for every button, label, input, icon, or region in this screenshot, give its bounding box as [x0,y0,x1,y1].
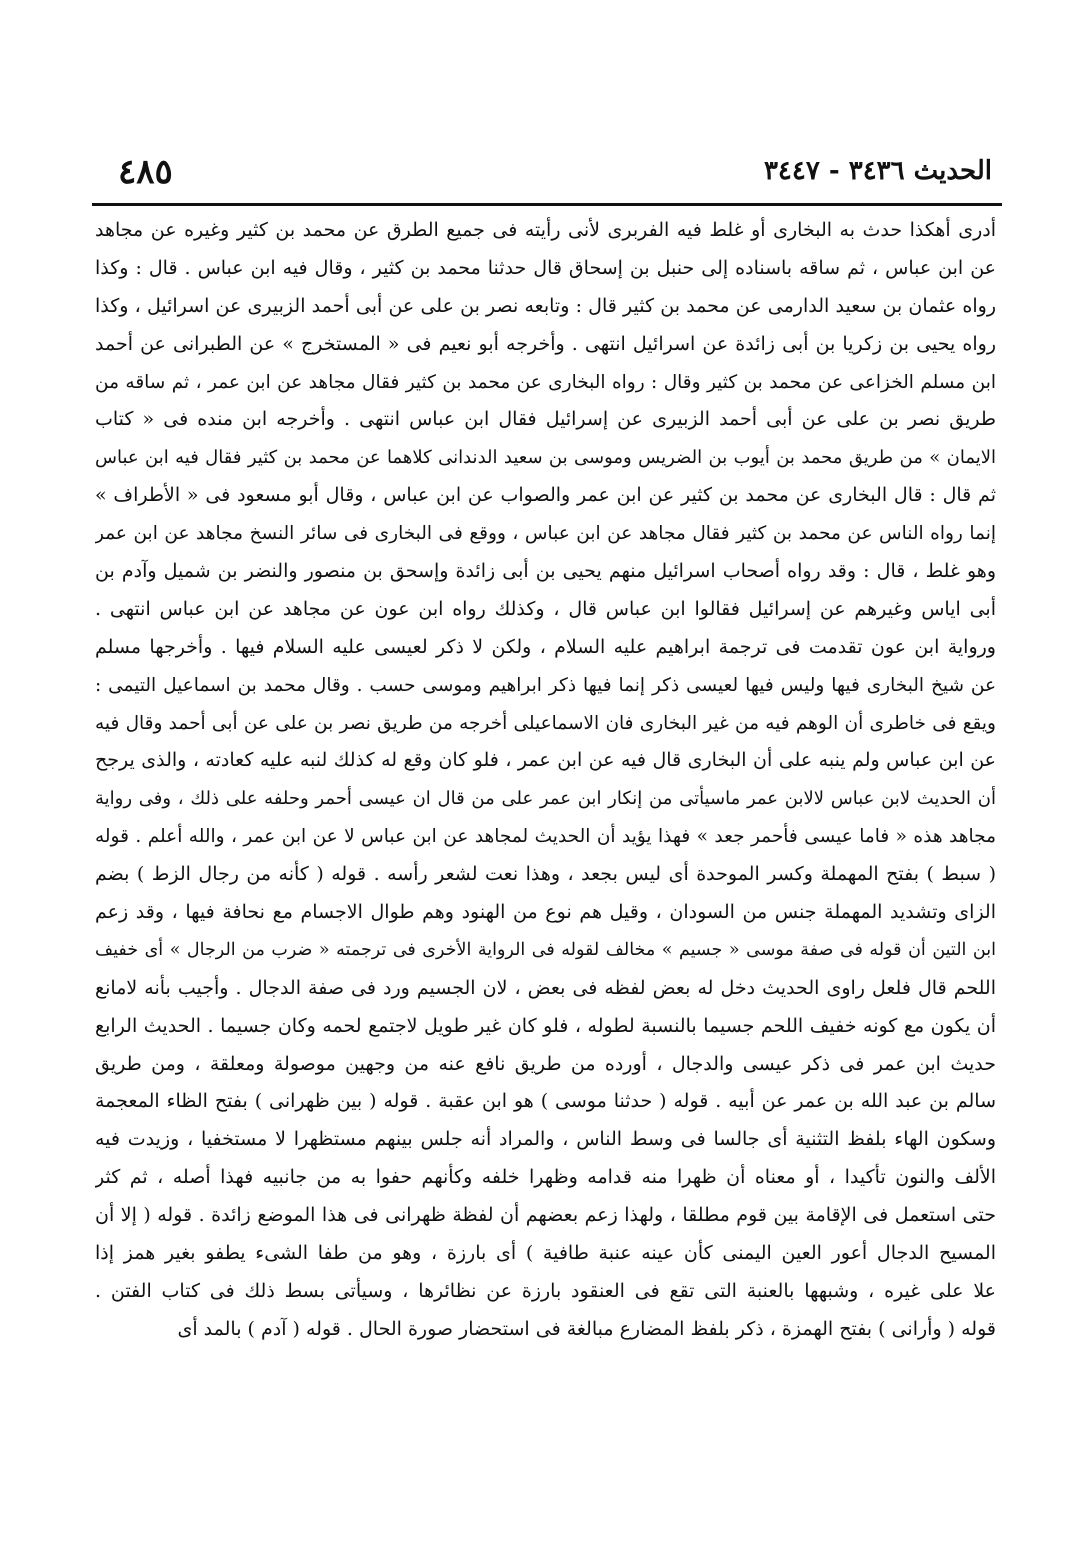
running-head [100,152,992,200]
text-line: عن شيخ البخارى فيها وليس فيها لعيسى ذكر إنما فيها ذكر ابراهيم وموسى حسب . وقال محمد بن اسماعيل التيمى : [95,674,996,696]
text-line: أدرى أهكذا حدث به البخارى أو غلط فيه الفربرى لأنى رأيته فى جميع الطرق عن محمد بن كثير وغيره عن مجاهد [95,219,996,241]
text-line: الزاى وتشديد المهملة جنس من السودان ، وقيل هم نوع من الهنود وهم طوال الاجسام مع نحافة فيها ، وقد زعم [95,901,996,924]
text-line: وهو غلط ، قال : وقد رواه أصحاب اسرائيل منهم يحيى بن أبى زائدة وإسحق بن منصور والنضر بن شميل وآدم بن [95,560,996,583]
text-line: ابن التين أن قوله فى صفة موسى « جسيم » مخالف لقوله فى الرواية الأخرى فى ترجمته « ضرب من الرجال » أى خفيف [95,939,996,960]
text-line: ( سبط ) بفتح المهملة وكسر الموحدة أى ليس بجعد ، وهذا نعت لشعر رأسه . قوله ( كأنه من رجال الزط ) بضم [95,863,996,886]
text-line: رواه يحيى بن زكريا بن أبى زائدة عن اسرائيل انتهى . وأخرجه أبو نعيم فى « المستخرج » عن الطبرانى عن أحمد [95,332,996,355]
text-line: إنما رواه الناس عن محمد بن كثير فقال مجاهد عن ابن عباس ، ووقع فى البخارى فى سائر النسخ مجاهد عن ابن عمر [95,523,996,545]
text-line: وسكون الهاء بلفظ التثنية أى جالسا فى وسط الناس ، والمراد أنه جلس بينهم مستظهرا لا مستخفيا ، وزيدت فيه [95,1128,996,1151]
text-line: طريق نصر بن على عن أبى أحمد الزبيرى عن إسرائيل فقال ابن عباس انتهى . وأخرجه ابن منده فى « كتاب [95,408,996,431]
text-line: قوله ( وأرانى ) بفتح الهمزة ، ذكر بلفظ المضارع مبالغة فى استحضار صورة الحال . قوله ( آدم ) بالمد أى [177,1317,996,1340]
text-line: المسيح الدجال أعور العين اليمنى كأن عينه عنبة طافية ) أى بارزة ، وهو من طفا الشىء يطفو بغير همز إذا [95,1242,996,1265]
text-line: ابن مسلم الخزاعى عن محمد بن كثير وقال : رواه البخارى عن محمد بن كثير فقال مجاهد عن ابن عمر ، ثم ساقه من [95,371,996,393]
text-line: أن الحديث لابن عباس لالابن عمر ماسيأتى من إنكار ابن عمر على من قال ان عيسى أحمر وحلفه على ذلك ، وفى رواية [95,788,996,810]
hadith-range-title: الحديث ٣٤٣٦ - ٣٤٤٧ [763,156,992,186]
text-line: مجاهد هذه « فاما عيسى فأحمر جعد » فهذا يؤيد أن الحديث لمجاهد عن ابن عباس لا عن ابن عمر ، والله أعلم . قوله [95,826,996,848]
text-line: أبى اياس وغيرهم عن إسرائيل فقالوا ابن عباس قال ، وكذلك رواه ابن عون عن مجاهد عن ابن عباس انتهى . [95,597,996,620]
text-line: ثم قال : قال البخارى عن محمد بن كثير عن ابن عمر والصواب عن ابن عباس ، وقال أبو مسعود فى « الأطراف » [95,484,996,507]
text-line: الألف والنون تأكيدا ، أو معناه أن ظهرا منه قدامه وظهرا خلفه وكأنهم حفوا به من جانبيه فهذا أصله ، ثم كثر [95,1166,996,1189]
text-line: عن ابن عباس ولم ينبه على أن البخارى قال فيه عن ابن عمر ، فلو كان وقع له كذلك لنبه عليه كعادته ، والذى يرجح [95,749,996,772]
text-line: عن ابن عباس ، ثم ساقه باسناده إلى حنبل بن إسحاق قال حدثنا محمد بن كثير ، وقال فيه ابن عباس . قال : وكذا [95,256,996,279]
text-line: علا على غيره ، وشبهها بالعنبة التى تقع فى العنقود بارزة عن نظائرها ، وسيأتى بسط ذلك فى كتاب الفتن . [95,1279,996,1302]
text-line: أن يكون مع كونه خفيف اللحم جسيما بالنسبة لطوله ، فلو كان غير طويل لاجتمع لحمه وكان جسيما . الحديث الرابع [95,1014,996,1037]
text-line: الايمان » من طريق محمد بن أيوب بن الضريس وموسى بن سعيد الدندانى كلاهما عن محمد بن كثير فقال فيه ابن عباس [95,447,996,469]
text-line: سالم بن عبد الله بن عمر عن أبيه . قوله ( حدثنا موسى ) هو ابن عقبة . قوله ( بين ظهرانى ) بفتح الظاء المعجمة [95,1090,996,1113]
text-line: حتى استعمل فى الإقامة بين قوم مطلقا ، ولهذا زعم بعضهم أن لفظة ظهرانى فى هذا الموضع زائدة . قوله ( إلا أن [95,1204,996,1227]
commentary-text [95,212,996,1349]
header-rule [92,203,1002,206]
text-line: ويقع فى خاطرى أن الوهم فيه من غير البخارى فان الاسماعيلى أخرجه من طريق نصر بن على عن أبى أحمد وقال فيه [95,712,996,734]
text-line: حديث ابن عمر فى ذكر عيسى والدجال ، أورده من طريق نافع عنه من وجهين موصولة ومعلقة ، ومن طريق [95,1052,996,1075]
text-line: ورواية ابن عون تقدمت فى ترجمة ابراهيم عليه السلام ، ولكن لا ذكر لعيسى عليه السلام فيها . وأخرجها مسلم [95,635,996,658]
text-line: رواه عثمان بن سعيد الدارمى عن محمد بن كثير قال : وتابعه نصر بن على عن أبى أحمد الزبيرى عن اسرائيل ، وكذا [95,294,996,317]
page-number: ٤٨٥ [118,152,173,192]
text-line: اللحم قال فلعل راوى الحديث دخل له بعض لفظه فى بعض ، لان الجسيم ورد فى صفة الدجال . وأجيب بأنه لامانع [95,976,996,999]
